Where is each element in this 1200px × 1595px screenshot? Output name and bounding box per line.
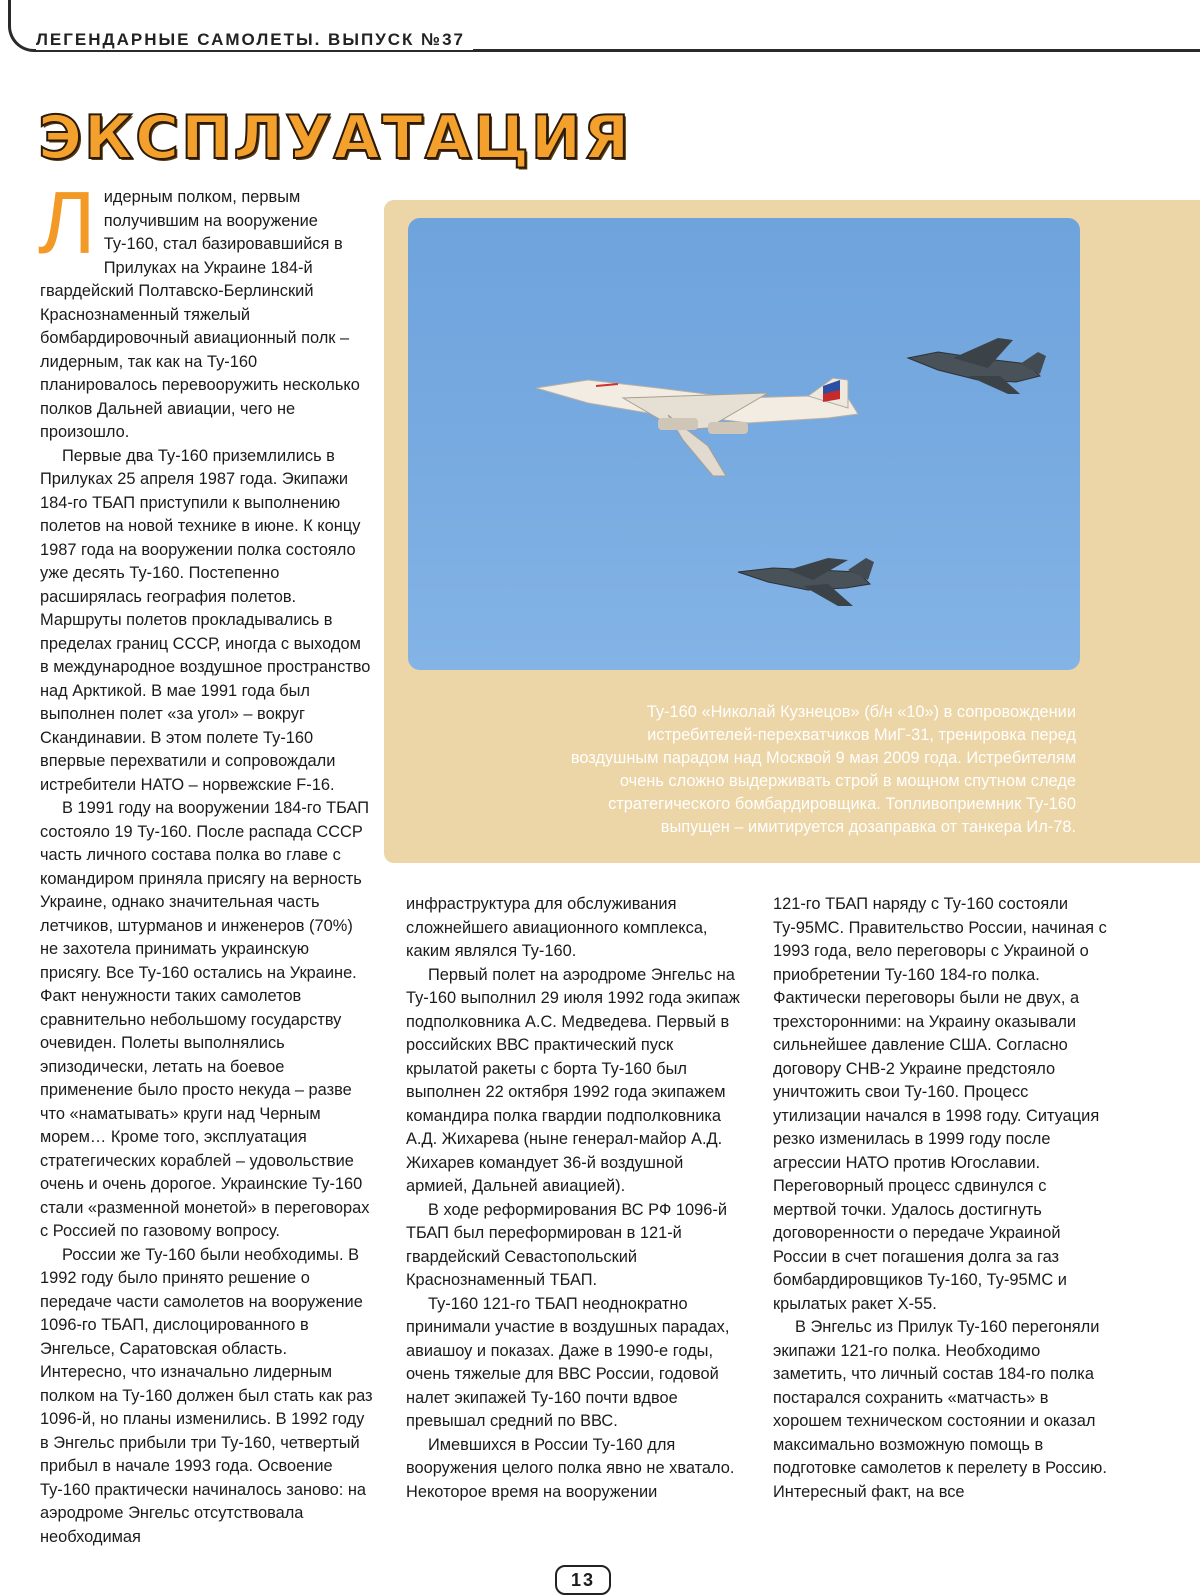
article-column-1 (38, 173, 374, 1549)
page-number: 13 (555, 1565, 611, 1595)
paragraph: России же Ту-160 были необходимы. В 1992 году было принято решение о передаче части самолетов на вооружение 1096-го ТБАП, дислоцированного в Энгельсе, Саратовская область. Интересно, что изначально лидерным полком на Ту-160 должен был стать как раз 1096-й, но планы изменились. В 1992 году в Энгельс прибыли три Ту-160, четвертый прибыл в начале 1993 года. Освоение Ту-160 практически начиналось заново: на аэродроме Энгельс отсутствовала необходимая (40, 1245, 373, 1546)
magazine-header-title: ЛЕГЕНДАРНЫЕ САМОЛЕТЫ. ВЫПУСК №37 (36, 30, 473, 50)
paragraph: В ходе реформирования ВС РФ 1096-й ТБАП был переформирован в 121-й гвардейский Севастопольский Краснознаменный ТБАП. (406, 1200, 727, 1289)
paragraph: Ту-160 121-го ТБАП неоднократно принимали участие в воздушных парадах, авиашоу и показах. Даже в 1990-е годы, очень тяжелые для ВВС России, годовой налет экипажей Ту-160 почти вдвое превышал средний по ВВС. (406, 1294, 730, 1430)
paragraph: В 1991 году на вооружении 184-го ТБАП состояло 19 Ту-160. После распада СССР часть личного состава полка во главе с командиром приняла присягу на верность Украине, однако значительная часть летчиков, штурманов и инженеров (70%) не захотела принимать украинскую присягу. Все Ту-160 остались на Украине. Факт ненужности таких самолетов сравнительно небольшому государству очевиден. Полеты выполнялись эпизодически, летать на боевое применение было просто некуда – разве что «наматывать» круги над Черным морем… Кроме того, эксплуатация стратегических кораблей – удовольствие очень и очень дорогое. Украинские Ту-160 стали «разменной монетой» в переговорах с Россией по газовому вопросу. (40, 799, 370, 1240)
mig31-upper-image (908, 338, 1046, 394)
aircraft-photo-illustration (408, 218, 1080, 670)
article-column-2 (406, 893, 742, 1504)
photo-caption: Ту-160 «Николай Кузнецов» (б/н «10») в сопровождении истребителей-перехватчиков МиГ-31, тренировка перед воздушным парадом над Москвой 9 мая 2009 года. Истребителям очень сложно выдерживать строй в мощном спутном следе стратегического бомбардировщика. Топливоприемник Ту-160 выпущен – имитируется дозаправка от танкера Ил-78. (570, 703, 1076, 836)
article-column-3 (773, 893, 1113, 1504)
paragraph: Имевшихся в России Ту-160 для вооружения целого полка явно не хватало. Некоторое время на вооружении (406, 1435, 735, 1501)
aircraft-photo (408, 218, 1080, 670)
paragraph: В Энгельс из Прилук Ту-160 перегоняли экипажи 121-го полка. Необходимо заметить, что личный состав 184-го полка постарался сохранить «матчасть» в хорошем техническом состоянии и оказал максимально возможную помощь в подготовке самолетов к перелету в Россию. Интересный факт, на все (773, 1318, 1107, 1501)
section-title: ЭКСПЛУАТАЦИЯ (38, 103, 632, 173)
tu160-bomber-image (536, 378, 858, 476)
mig31-lower-image (738, 558, 874, 606)
paragraph: инфраструктура для обслуживания сложнейшего авиационного комплекса, каким являлся Ту-160. (406, 895, 708, 960)
paragraph: Первые два Ту-160 приземлились в Прилуках 25 апреля 1987 года. Экипажи 184-го ТБАП приступили к выполнению полетов на новой технике в июне. К концу 1987 года на вооружении полка состояло уже десять Ту-160. Постепенно расширялась география полетов. Маршруты полетов прокладывались в пределах границ СССР, иногда с выходом в международное воздушное пространство над Арктикой. В мае 1991 года был выполнен полет «за угол» – вокруг Скандинавии. В этом полете Ту-160 впервые перехватили и сопровождали истребители НАТО – норвежские F-16. (40, 446, 371, 794)
paragraph: идерным полком, первым получившим на вооружение Ту-160, стал базировавшийся в Прилуках на Украине 184-й гвардейский Полтавско-Берлинский Краснознаменный тяжелый бомбардировочный авиационный полк – лидерным, так как на Ту-160 планировалось перевооружить несколько полков Дальней авиации, чего не произошло. (40, 188, 360, 441)
paragraph: Первый полет на аэродроме Энгельс на Ту-160 выполнил 29 июля 1992 года экипаж подполковника А.С. Медведева. Первый в российских ВВС практический пуск крылатой ракеты с борта Ту-160 был выполнен 22 октября 1992 года экипажем командира полка гвардии подполковника А.Д. Жихарева (ныне генерал-майор А.Д. Жихарев командует 36-й воздушной армией, Дальней авиацией). (406, 965, 740, 1195)
drop-cap: Л (38, 173, 96, 272)
paragraph: 121-го ТБАП наряду с Ту-160 состояли Ту-95МС. Правительство России, начиная с 1993 года, вело переговоры с Украиной о приобретении Ту-160 184-го полка. Фактически переговоры были не двух, а трехсторонними: на Украину оказывали сильнейшее давление США. Согласно договору СНВ-2 Украине предстояло уничтожить свои Ту-160. Процесс утилизации начался в 1998 году. Ситуация резко изменилась в 1999 году после агрессии НАТО против Югославии. Переговорный процесс сдвинулся с мертвой точки. Удалось достигнуть договоренности о передаче Украиной России в счет погашения долга за газ бомбардировщиков Ту-160, Ту-95МС и крылатых ракет Х-55. (773, 895, 1107, 1313)
